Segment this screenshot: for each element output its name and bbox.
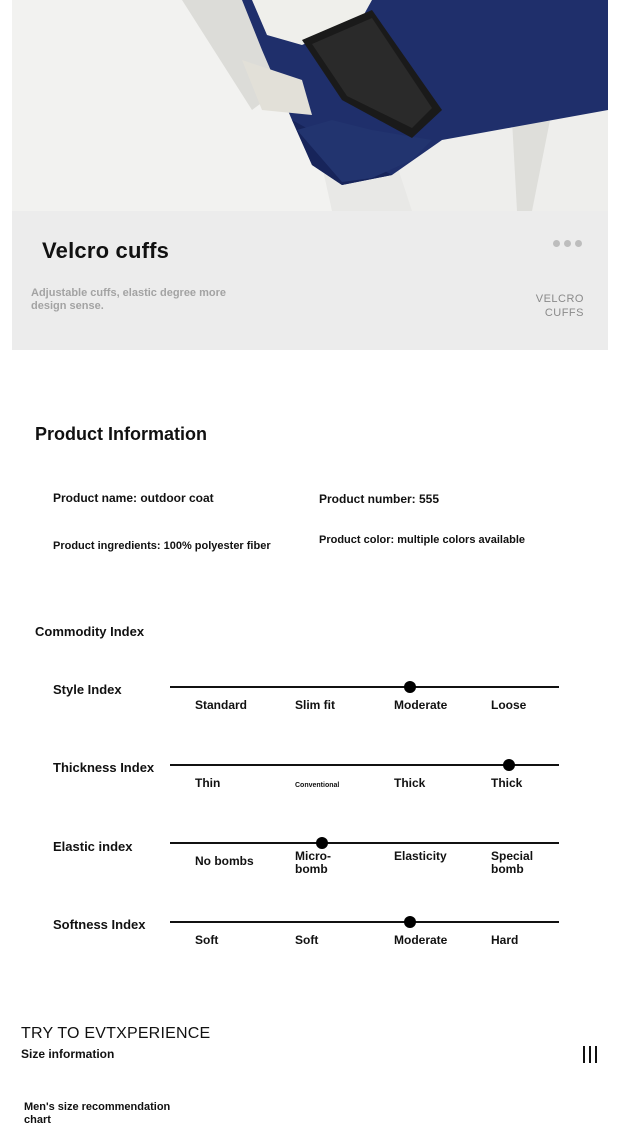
size-section-heading: TRY TO EVTXPERIENCE [21, 1025, 211, 1042]
index-row [0, 680, 620, 740]
index-scale-line [170, 686, 559, 688]
jacket-cuff-illustration [12, 0, 608, 211]
feature-tag [536, 292, 584, 320]
mens-size-chart-title: Men's size recommendation chart [24, 1101, 171, 1126]
size-section-subheading: Size information [21, 1047, 115, 1061]
feature-title: Velcro cuffs [42, 238, 170, 263]
index-option: Special bomb [491, 849, 534, 876]
index-label: Softness Index [53, 917, 146, 932]
index-option: Micro-bomb [295, 849, 331, 876]
index-option: Thick [394, 776, 426, 790]
product-info-title: Product Information [35, 424, 207, 444]
index-option: Soft [195, 933, 219, 947]
index-marker [404, 681, 416, 693]
index-marker [503, 759, 515, 771]
three-bars-icon [583, 1046, 597, 1063]
index-option: Standard [195, 698, 248, 712]
feature-description: Adjustable cuffs, elastic degree more design sense. [31, 287, 227, 312]
index-option: Soft [295, 933, 319, 947]
index-row [0, 758, 620, 818]
index-option: Moderate [394, 698, 448, 712]
commodity-index-title: Commodity Index [35, 624, 145, 639]
index-scale-line [170, 764, 559, 766]
index-option: Loose [491, 698, 527, 712]
feature-caption [12, 211, 608, 350]
index-scale-line [170, 842, 559, 844]
index-option: Hard [491, 933, 519, 947]
product-photo [12, 0, 608, 211]
index-marker [316, 837, 328, 849]
index-label: Style Index [53, 682, 122, 697]
index-option: Elasticity [394, 849, 447, 863]
index-row [0, 915, 620, 975]
index-row [0, 836, 620, 896]
index-label: Thickness Index [53, 760, 155, 775]
product-name: Product name: outdoor coat [53, 491, 214, 505]
product-color: Product color: multiple colors available [319, 534, 525, 546]
index-scale-line [170, 921, 559, 923]
index-option: Slim fit [295, 698, 336, 712]
index-label: Elastic index [53, 839, 133, 854]
feature-tag-line1: VELCRO [535, 293, 584, 305]
index-option: Conventional [295, 782, 340, 789]
index-option: Thick [491, 776, 523, 790]
product-number: Product number: 555 [319, 492, 440, 506]
index-option: Thin [195, 776, 221, 790]
more-dots-icon [553, 240, 582, 247]
index-marker [404, 916, 416, 928]
index-option: Moderate [394, 933, 448, 947]
product-ingredients: Product ingredients: 100% polyester fiber [53, 540, 271, 552]
feature-tag-line2: CUFFS [544, 307, 584, 319]
index-option: No bombs [195, 854, 254, 868]
